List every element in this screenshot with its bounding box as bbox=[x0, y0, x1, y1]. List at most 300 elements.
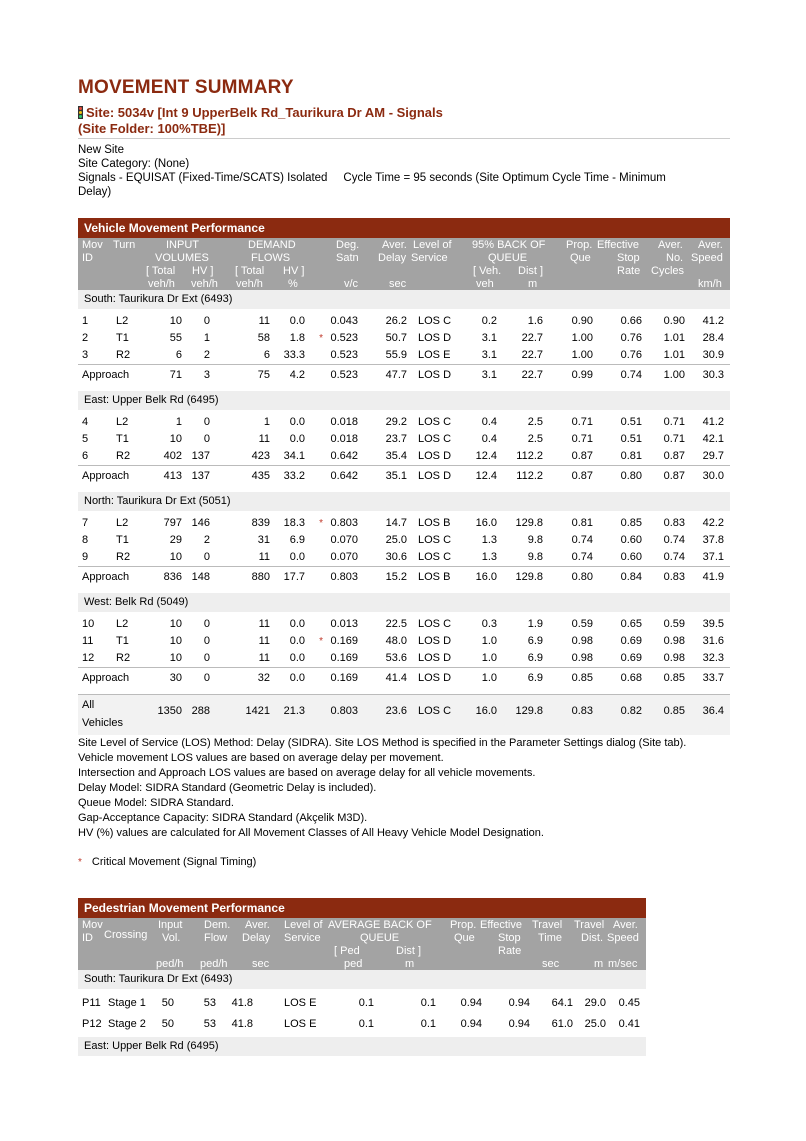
col-average-back-of-queue: AVERAGE BACK OF bbox=[328, 919, 432, 931]
cell: LOS C bbox=[418, 433, 452, 445]
cell: 0.94 bbox=[508, 1018, 530, 1030]
cell: 33.2 bbox=[283, 470, 305, 482]
table-row bbox=[78, 347, 730, 364]
col-flow: Flow bbox=[204, 932, 228, 944]
col-unit: veh/h bbox=[191, 278, 218, 290]
cell: LOS C bbox=[418, 551, 452, 563]
cell: 6 bbox=[263, 349, 270, 361]
info-line: Signals - EQUISAT (Fixed-Time/SCATS) Isolated Cycle Time = 95 seconds (Site Optimum Cycle Time - Minimum bbox=[78, 172, 666, 184]
col-aver: Aver. bbox=[382, 239, 407, 251]
cell: 47.7 bbox=[385, 369, 407, 381]
col-rate: Rate bbox=[498, 945, 522, 957]
cell: 0.2 bbox=[481, 315, 497, 327]
cell: 0.4 bbox=[481, 433, 497, 445]
cell: 0.71 bbox=[663, 433, 685, 445]
cell: 6.9 bbox=[527, 672, 543, 684]
table-row bbox=[78, 616, 730, 633]
cell: 11 bbox=[258, 618, 270, 630]
cell: LOS D bbox=[418, 470, 452, 482]
cell: 0.642 bbox=[330, 470, 358, 482]
cell: 48.0 bbox=[385, 635, 407, 647]
cell: 11 bbox=[258, 315, 270, 327]
col-unit: m bbox=[405, 958, 415, 970]
cell: 29.2 bbox=[385, 416, 407, 428]
col-unit: % bbox=[288, 278, 298, 290]
pedestrian-table-header: Pedestrian Movement Performance bbox=[78, 898, 646, 918]
cell: 0.68 bbox=[620, 672, 642, 684]
cell: LOS C bbox=[418, 705, 452, 717]
cell: 0 bbox=[203, 416, 210, 428]
cell: 0.80 bbox=[571, 571, 593, 583]
cell: T1 bbox=[116, 332, 129, 344]
cell: 0.90 bbox=[571, 315, 593, 327]
cell: 10 bbox=[169, 551, 182, 563]
cell: 0 bbox=[203, 652, 210, 664]
approach-row bbox=[78, 667, 730, 688]
col-dem: Dem. bbox=[204, 919, 231, 931]
note-line: Delay Model: SIDRA Standard (Geometric Delay is included). bbox=[78, 782, 377, 794]
cell: LOS E bbox=[284, 997, 317, 1009]
col-prop: Prop. bbox=[566, 239, 593, 251]
col-dist: Dist ] bbox=[518, 265, 544, 277]
cell: R2 bbox=[116, 652, 131, 664]
cell: LOS C bbox=[418, 534, 452, 546]
cell: 32.3 bbox=[702, 652, 724, 664]
cell: 18.3 bbox=[283, 517, 305, 529]
cell: 413 bbox=[163, 470, 182, 482]
col-unit: ped bbox=[344, 958, 363, 970]
col-volumes: VOLUMES bbox=[155, 252, 209, 264]
col-aver-speed: Aver. bbox=[698, 239, 723, 251]
col-delay: Delay bbox=[378, 252, 407, 264]
section-header: South: Taurikura Dr Ext (6493) bbox=[78, 970, 646, 989]
cell: Approach bbox=[82, 571, 130, 583]
cell: 1.0 bbox=[481, 672, 497, 684]
cell: 30.6 bbox=[385, 551, 407, 563]
cell: LOS D bbox=[418, 450, 452, 462]
cell: 0.81 bbox=[620, 450, 642, 462]
col-speed: Speed bbox=[691, 252, 723, 264]
cell: 3 bbox=[82, 349, 89, 361]
col-no: No. bbox=[666, 252, 684, 264]
cell: 0 bbox=[203, 635, 210, 647]
cell: 0.90 bbox=[663, 315, 685, 327]
cell: 839 bbox=[251, 517, 270, 529]
critical-star-icon: * bbox=[319, 333, 323, 344]
cell: 0 bbox=[203, 672, 210, 684]
cell: 1 bbox=[82, 315, 89, 327]
cell: P11 bbox=[82, 997, 101, 1009]
cell: 148 bbox=[191, 571, 210, 583]
cell: 2 bbox=[82, 332, 89, 344]
cell: 1 bbox=[175, 416, 182, 428]
cell: 0.523 bbox=[330, 349, 358, 361]
col-queue: QUEUE bbox=[488, 252, 528, 264]
cell: 0.59 bbox=[571, 618, 593, 630]
cell: 31.6 bbox=[702, 635, 724, 647]
col-cycles: Cycles bbox=[651, 265, 685, 277]
col-service: Service bbox=[284, 932, 321, 944]
table-row bbox=[78, 330, 730, 347]
cell: 12.4 bbox=[475, 470, 497, 482]
cell: 55.9 bbox=[385, 349, 407, 361]
cell: 11 bbox=[258, 652, 270, 664]
cell: 0.523 bbox=[330, 332, 358, 344]
cell: 22.5 bbox=[385, 618, 407, 630]
cell: 0.94 bbox=[460, 997, 482, 1009]
cell: 0.71 bbox=[571, 416, 593, 428]
col-speed: Speed bbox=[607, 932, 639, 944]
cell: 3 bbox=[203, 369, 210, 381]
col-unit: v/c bbox=[344, 278, 359, 290]
cell: 1.01 bbox=[663, 332, 685, 344]
cell: 33.3 bbox=[283, 349, 305, 361]
cell: 16.0 bbox=[475, 571, 497, 583]
cell: 0 bbox=[203, 433, 210, 445]
cell: 3.1 bbox=[481, 349, 497, 361]
cell: 0.0 bbox=[289, 433, 305, 445]
cell: 6 bbox=[82, 450, 89, 462]
critical-legend bbox=[78, 856, 256, 868]
table-row bbox=[78, 549, 730, 566]
cell: 0.65 bbox=[620, 618, 642, 630]
info-line: Site Category: (None) bbox=[78, 158, 190, 170]
cell: 32 bbox=[257, 672, 270, 684]
col-travel-dist: Travel bbox=[574, 919, 605, 931]
cell: 288 bbox=[191, 705, 210, 717]
cell: L2 bbox=[116, 416, 129, 428]
cell: 1.6 bbox=[527, 315, 543, 327]
site-info bbox=[78, 143, 728, 199]
cell: P12 bbox=[82, 1018, 102, 1030]
pedestrian-table-body bbox=[78, 970, 646, 1056]
cell: 112.2 bbox=[516, 450, 543, 462]
cell: 8 bbox=[82, 534, 89, 546]
cell: LOS B bbox=[418, 571, 451, 583]
cell: LOS E bbox=[284, 1018, 317, 1030]
cell: 1.00 bbox=[571, 332, 593, 344]
col-unit: sec bbox=[542, 958, 560, 970]
cell: 23.7 bbox=[385, 433, 407, 445]
cell: 1.3 bbox=[481, 534, 497, 546]
cell: 0.0 bbox=[289, 416, 305, 428]
vehicle-movement-table bbox=[78, 218, 730, 735]
col-unit: sec bbox=[252, 958, 270, 970]
cell: 0.169 bbox=[330, 652, 358, 664]
cell: 22.7 bbox=[521, 332, 543, 344]
cell: 0.87 bbox=[663, 470, 685, 482]
cell: 402 bbox=[163, 450, 182, 462]
cell: L2 bbox=[116, 618, 129, 630]
cell: 30.3 bbox=[702, 369, 724, 381]
cell: 9 bbox=[82, 551, 89, 563]
cell: 0.98 bbox=[571, 652, 593, 664]
cell: T1 bbox=[116, 635, 129, 647]
cell: 0.018 bbox=[330, 433, 358, 445]
col-unit: m bbox=[528, 278, 538, 290]
cell: 10 bbox=[82, 618, 95, 630]
cell: 0.98 bbox=[663, 652, 685, 664]
col-travel-time: Travel bbox=[532, 919, 563, 931]
cell: 4.2 bbox=[289, 369, 305, 381]
cell: 33.7 bbox=[702, 672, 724, 684]
cell: 0.169 bbox=[330, 635, 358, 647]
col-deg: Deg. bbox=[336, 239, 360, 251]
col-back-of-queue: 95% BACK OF bbox=[472, 239, 546, 251]
section-header: South: Taurikura Dr Ext (6493) bbox=[78, 290, 730, 309]
cell: 58 bbox=[257, 332, 270, 344]
note-line: Intersection and Approach LOS values are based on average delay for all vehicle movements. bbox=[78, 767, 536, 779]
cell: Approach bbox=[82, 369, 130, 381]
cell: 41.8 bbox=[231, 1018, 253, 1030]
vehicle-table-header: Vehicle Movement Performance bbox=[78, 218, 730, 238]
site-heading bbox=[78, 105, 443, 137]
cell: 10 bbox=[169, 618, 182, 630]
approach-row bbox=[78, 465, 730, 486]
pedestrian-movement-table bbox=[78, 898, 646, 1056]
cell: 0 bbox=[203, 551, 210, 563]
col-aver: Aver. bbox=[245, 919, 270, 931]
cell: 11 bbox=[258, 635, 270, 647]
cell: 0.83 bbox=[663, 517, 685, 529]
cell: 0.69 bbox=[620, 635, 642, 647]
cell: 11 bbox=[82, 635, 94, 647]
col-vol: Vol. bbox=[162, 932, 181, 944]
cell: 0.45 bbox=[618, 997, 640, 1009]
cell: 71 bbox=[169, 369, 182, 381]
heading-divider bbox=[78, 138, 730, 139]
cell: 0.74 bbox=[620, 369, 642, 381]
cell: 10 bbox=[169, 635, 182, 647]
cell: 39.5 bbox=[702, 618, 724, 630]
cell: T1 bbox=[116, 433, 129, 445]
cell: LOS D bbox=[418, 332, 452, 344]
section-header: North: Taurikura Dr Ext (5051) bbox=[78, 492, 730, 511]
cell: 1421 bbox=[245, 705, 270, 717]
cell: 435 bbox=[251, 470, 270, 482]
cell: 30.9 bbox=[702, 349, 724, 361]
cell: 9.8 bbox=[527, 534, 543, 546]
cell: 0.0 bbox=[289, 551, 305, 563]
col-stop: Stop bbox=[498, 932, 521, 944]
cell: 61.0 bbox=[551, 1018, 573, 1030]
cell: 1.00 bbox=[663, 369, 685, 381]
cell: 0.80 bbox=[620, 470, 642, 482]
site-title-line1: Site: 5034v [Int 9 UpperBelk Rd_Taurikura Dr AM - Signals bbox=[86, 105, 443, 120]
cell: LOS D bbox=[418, 635, 452, 647]
col-total-demand: [ Total bbox=[235, 265, 265, 277]
section-header: West: Belk Rd (5049) bbox=[78, 593, 730, 612]
cell: 0.87 bbox=[571, 450, 593, 462]
col-aver-cycles: Aver. bbox=[658, 239, 683, 251]
cell: 0.3 bbox=[481, 618, 497, 630]
cell: 0.74 bbox=[663, 534, 685, 546]
cell: 0.60 bbox=[620, 551, 642, 563]
table-row bbox=[78, 448, 730, 465]
cell: 2 bbox=[203, 349, 210, 361]
cell: 0.169 bbox=[330, 672, 358, 684]
cell: 0.0 bbox=[289, 672, 305, 684]
col-hv-demand: HV ] bbox=[283, 265, 305, 277]
site-title-line2: (Site Folder: 100%TBE)] bbox=[78, 121, 226, 136]
cell: 30.0 bbox=[702, 470, 724, 482]
col-hv-input: HV ] bbox=[192, 265, 214, 277]
cell: 0.76 bbox=[620, 349, 642, 361]
cell: 0.98 bbox=[571, 635, 593, 647]
note-line: HV (%) values are calculated for All Movement Classes of All Heavy Vehicle Model Designation. bbox=[78, 827, 544, 839]
col-unit: sec bbox=[389, 278, 407, 290]
all-vehicles-row bbox=[78, 694, 730, 735]
cell: Stage 1 bbox=[108, 997, 146, 1009]
table-row bbox=[78, 414, 730, 431]
note-line: Site Level of Service (LOS) Method: Delay (SIDRA). Site LOS Method is specified in the Parameter Settings dialog (Site tab). bbox=[78, 737, 687, 749]
col-crossing: Crossing bbox=[104, 929, 148, 941]
col-unit: km/h bbox=[698, 278, 722, 290]
approach-row bbox=[78, 364, 730, 385]
cell: 797 bbox=[163, 517, 182, 529]
col-queue: QUEUE bbox=[360, 932, 400, 944]
table-row bbox=[78, 431, 730, 448]
cell: 0.85 bbox=[571, 672, 593, 684]
cell: 29.7 bbox=[702, 450, 724, 462]
cell: 0.60 bbox=[620, 534, 642, 546]
cell: 25.0 bbox=[385, 534, 407, 546]
cell: 3.1 bbox=[481, 332, 497, 344]
cell: 0.99 bbox=[571, 369, 593, 381]
cell: R2 bbox=[116, 551, 131, 563]
col-unit: ped/h bbox=[200, 958, 228, 970]
cell: 53 bbox=[203, 997, 216, 1009]
cell: 0.71 bbox=[663, 416, 685, 428]
cell: 0.41 bbox=[618, 1018, 640, 1030]
cell: T1 bbox=[116, 534, 129, 546]
cell: 21.3 bbox=[283, 705, 305, 717]
col-turn: Turn bbox=[113, 239, 136, 251]
cell: 0.84 bbox=[620, 571, 642, 583]
cell: 0.4 bbox=[481, 416, 497, 428]
col-rate: Rate bbox=[617, 265, 641, 277]
cell: 1.9 bbox=[527, 618, 543, 630]
cell: Approach bbox=[82, 470, 130, 482]
table-row bbox=[78, 633, 730, 650]
table-row bbox=[78, 515, 730, 532]
cell: 0.85 bbox=[663, 672, 685, 684]
cell: 15.2 bbox=[385, 571, 407, 583]
critical-star-icon: * bbox=[78, 857, 82, 868]
col-dist: Dist ] bbox=[396, 945, 422, 957]
cell: 2.5 bbox=[527, 433, 543, 445]
cell: 0.69 bbox=[620, 652, 642, 664]
col-delay: Delay bbox=[242, 932, 271, 944]
cell: 41.2 bbox=[702, 315, 724, 327]
cell: 3.1 bbox=[481, 369, 497, 381]
cell: 35.4 bbox=[385, 450, 407, 462]
cell: 10 bbox=[169, 315, 182, 327]
cell: 41.9 bbox=[702, 571, 724, 583]
cell: 11 bbox=[258, 433, 270, 445]
cell: 0.1 bbox=[358, 997, 374, 1009]
col-level: Level of bbox=[413, 239, 452, 251]
cell: LOS D bbox=[418, 672, 452, 684]
cell: 0.85 bbox=[663, 705, 685, 717]
cell: 9.8 bbox=[527, 551, 543, 563]
cell: 0.018 bbox=[330, 416, 358, 428]
critical-star-icon: * bbox=[319, 518, 323, 529]
cell: 12.4 bbox=[475, 450, 497, 462]
col-mov: Mov bbox=[82, 919, 103, 931]
cell: 0 bbox=[203, 618, 210, 630]
cell: 0.1 bbox=[358, 1018, 374, 1030]
cell: 0.83 bbox=[663, 571, 685, 583]
cell: 1.0 bbox=[481, 652, 497, 664]
table-row bbox=[78, 995, 646, 1016]
section-header: East: Upper Belk Rd (6495) bbox=[78, 391, 730, 410]
cell: 129.8 bbox=[515, 571, 543, 583]
cell: 2 bbox=[203, 534, 210, 546]
critical-star-icon: * bbox=[319, 636, 323, 647]
col-input: Input bbox=[158, 919, 183, 931]
cell: Stage 2 bbox=[108, 1018, 146, 1030]
col-level: Level of bbox=[284, 919, 323, 931]
cell: 1350 bbox=[157, 705, 182, 717]
col-input: INPUT bbox=[166, 239, 199, 251]
cell: 30 bbox=[169, 672, 182, 684]
cell: 37.8 bbox=[702, 534, 724, 546]
cell: 75 bbox=[257, 369, 270, 381]
pedestrian-column-headers bbox=[78, 918, 646, 970]
cell: 1 bbox=[203, 332, 210, 344]
col-effective: Effective bbox=[597, 239, 639, 251]
approach-row bbox=[78, 566, 730, 587]
note-line: Gap-Acceptance Capacity: SIDRA Standard (Akçelik M3D). bbox=[78, 812, 368, 824]
cell: 880 bbox=[251, 571, 270, 583]
info-line: New Site bbox=[78, 144, 125, 156]
vehicle-table-body bbox=[78, 290, 730, 694]
page-title: MOVEMENT SUMMARY bbox=[78, 77, 294, 98]
cell: 29 bbox=[169, 534, 182, 546]
col-prop: Prop. bbox=[450, 919, 477, 931]
cell: 0.74 bbox=[571, 534, 593, 546]
cell: 0.94 bbox=[460, 1018, 482, 1030]
col-time: Time bbox=[538, 932, 563, 944]
col-mov: Mov bbox=[82, 239, 103, 251]
col-unit: m bbox=[594, 958, 604, 970]
cell: 423 bbox=[251, 450, 270, 462]
info-line: Delay) bbox=[78, 186, 112, 198]
col-service: Service bbox=[411, 252, 448, 264]
cell: 17.7 bbox=[283, 571, 305, 583]
cell: 1 bbox=[263, 416, 270, 428]
cell: 22.7 bbox=[521, 369, 543, 381]
cell: L2 bbox=[116, 517, 129, 529]
cell: 836 bbox=[163, 571, 182, 583]
cell: 11 bbox=[258, 551, 270, 563]
cell: 1.3 bbox=[481, 551, 497, 563]
vehicle-column-headers bbox=[78, 238, 730, 290]
col-stop: Stop bbox=[617, 252, 640, 264]
cell: 31 bbox=[257, 534, 270, 546]
cell: 0.803 bbox=[330, 517, 358, 529]
cell: 35.1 bbox=[385, 470, 407, 482]
cell: 22.7 bbox=[521, 349, 543, 361]
cell: 42.2 bbox=[702, 517, 724, 529]
cell: 55 bbox=[169, 332, 182, 344]
cell: 0.51 bbox=[620, 433, 642, 445]
cell: 1.0 bbox=[481, 635, 497, 647]
col-unit: m/sec bbox=[608, 958, 638, 970]
all-label: All bbox=[82, 699, 95, 711]
table-row bbox=[78, 650, 730, 667]
